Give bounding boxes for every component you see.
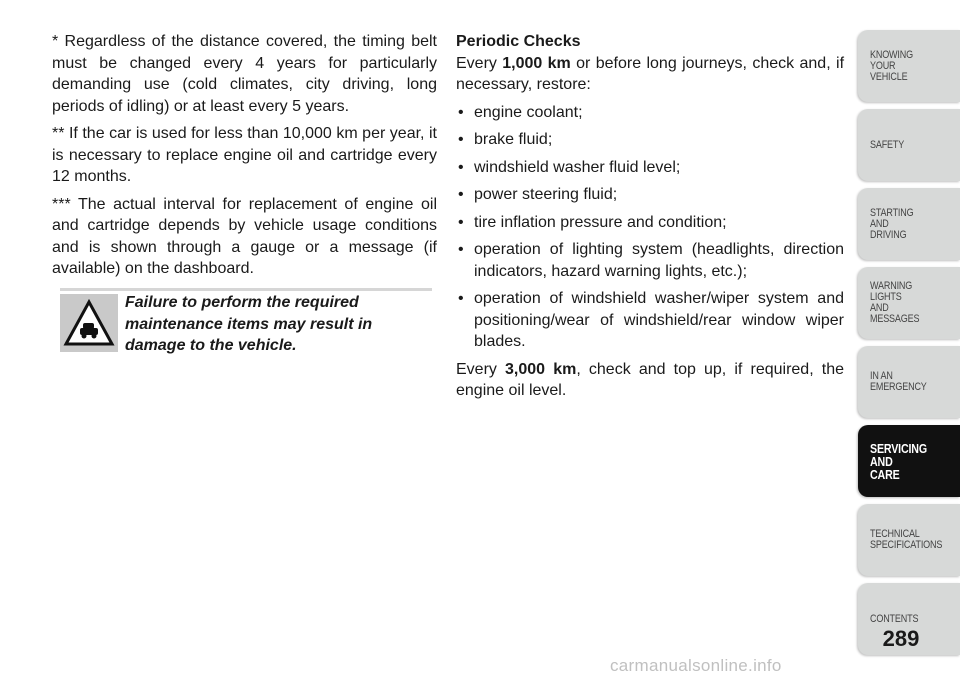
footnote-oil-change: ** If the car is used for less than 10,000 km per year, it is necessary to replace engine oil and cartridge every 12 months. <box>52 125 437 185</box>
interval-3000km: 3,000 km <box>505 360 577 378</box>
interval-1000km: 1,000 km <box>502 54 571 72</box>
tab-starting-and-driving[interactable]: STARTING AND DRIVING <box>858 188 960 260</box>
tab-in-an-emergency[interactable]: IN AN EMERGENCY <box>858 346 960 418</box>
right-column <box>456 31 844 408</box>
list-item: • operation of windshield washer/wiper system and positioning/wear of windshield/rear window wiper blades. <box>456 288 844 353</box>
list-item: • operation of lighting system (headlights, direction indicators, hazard warning lights, etc.); <box>456 239 844 282</box>
list-item: • power steering fluid; <box>456 184 844 206</box>
list-item: • windshield washer fluid level; <box>456 157 844 179</box>
left-column <box>52 31 437 286</box>
check-list <box>456 102 844 353</box>
periodic-intro: Every 1,000 km or before long journeys, check and, if necessary, restore: <box>456 54 845 93</box>
watermark: carmanualsonline.info <box>610 656 782 675</box>
tab-knowing-your-vehicle[interactable]: KNOWING YOUR VEHICLE <box>858 30 960 102</box>
tab-warning-lights[interactable]: WARNING LIGHTS AND MESSAGES <box>858 267 960 339</box>
tab-safety[interactable]: SAFETY <box>858 109 960 181</box>
tab-technical-specifications[interactable]: TECHNICAL SPECIFICATIONS <box>858 504 960 576</box>
list-item: • brake fluid; <box>456 129 844 151</box>
tab-servicing-and-care[interactable]: SERVICING AND CARE <box>858 425 960 497</box>
tab-contents[interactable]: CONTENTS <box>858 583 960 655</box>
warning-divider <box>60 288 432 291</box>
section-heading: Periodic Checks <box>456 33 581 50</box>
warning-text: Failure to perform the required maintenance items may result in damage to the vehicle. <box>125 294 373 354</box>
warning-car-icon <box>60 294 118 352</box>
chapter-sidebar <box>858 30 960 662</box>
footnote-timing-belt: * Regardless of the distance covered, the timing belt must be changed every 4 years for particularly demanding use (cold climates, city driving, long periods of idling) or at least every 5 years. <box>52 33 437 115</box>
page-number: 289 <box>882 626 920 651</box>
list-item: • tire inflation pressure and condition; <box>456 212 844 234</box>
footnote-oil-interval: *** The actual interval for replacement of engine oil and cartridge depends by vehicle usage conditions and is shown through a gauge or a message (if available) on the dashboard. <box>52 195 437 277</box>
periodic-outro: Every 3,000 km, check and top up, if required, the engine oil level. <box>456 360 845 399</box>
list-item: • engine coolant; <box>456 102 844 124</box>
